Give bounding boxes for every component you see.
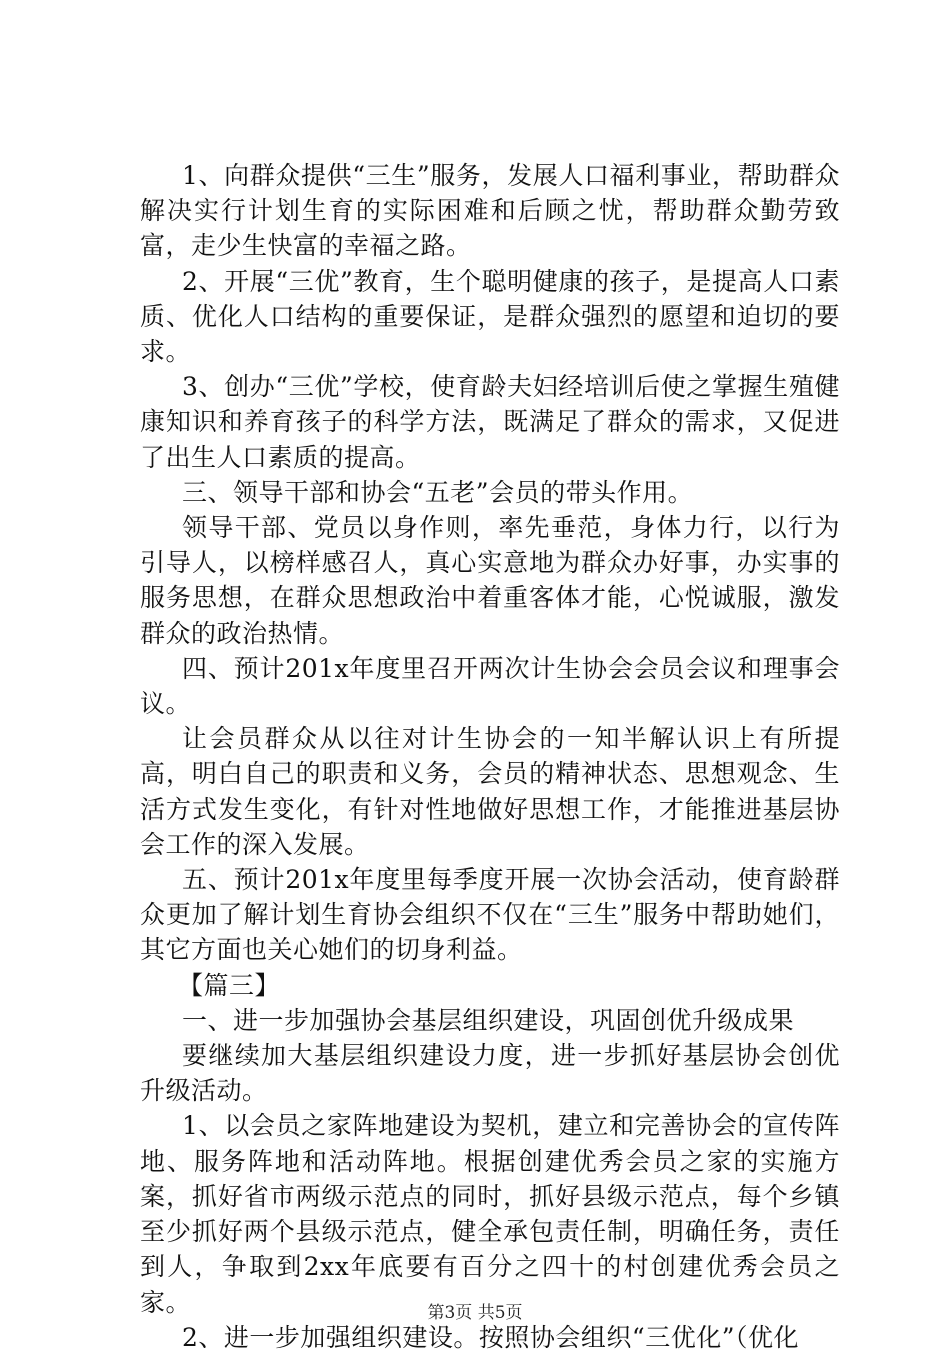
paragraph-2: 2、开展“三优”教育，生个聪明健康的孩子，是提高人口素质、优化人口结构的重要保证，是群众强烈的愿望和迫切的要求。 xyxy=(140,266,840,367)
paragraph-3: 3、创办“三优”学校，使育龄夫妇经培训后使之掌握生殖健康知识和养育孩子的科学方法，既满足了群众的需求，又促进了出生人口素质的提高。 xyxy=(140,372,840,472)
page-footer: 第3页 共5页 xyxy=(427,1303,523,1323)
part-heading: 【篇三】 xyxy=(178,970,281,1000)
section-heading-5: 五、预计201x年度里每季度开展一次协会活动，使育龄群众更加了解计划生育协会组织不仅在“三生”服务中帮助她们，其它方面也关心她们的切身利益。 xyxy=(140,865,840,965)
paragraph-4: 领导干部、党员以身作则，率先垂范，身体力行，以行为引导人，以榜样感召人，真心实意地为群众办好事，办实事的服务思想，在群众思想政治中着重客体才能，心悦诚服，激发群众的政治热情。 xyxy=(140,513,840,648)
section-heading-3: 三、领导干部和协会“五老”会员的带头作用。 xyxy=(182,477,694,507)
section-heading-1: 一、进一步加强协会基层组织建设，巩固创优升级成果 xyxy=(182,1005,795,1035)
paragraph-5: 让会员群众从以往对计生协会的一知半解认识上有所提高，明白自己的职责和义务，会员的精神状态、思想观念、生活方式发生变化，有针对性地做好思想工作，才能推进基层协会工作的深入发展。 xyxy=(140,724,840,859)
document-body xyxy=(140,158,840,1355)
paragraph-8: 2、进一步加强组织建设。按照协会组织“三优化”（优化 xyxy=(182,1322,799,1352)
paragraph-7: 1、以会员之家阵地建设为契机，建立和完善协会的宣传阵地、服务阵地和活动阵地。根据创建优秀会员之家的实施方案，抓好省市两级示范点的同时，抓好县级示范点，每个乡镇至少抓好两个县级示范点，健全承包责任制，明确任务，责任到人，争取到2xx年底要有百分之四十的村创建优秀会员之家。 xyxy=(140,1111,840,1317)
paragraph-1: 1、向群众提供“三生”服务，发展人口福利事业，帮助群众解决实行计划生育的实际困难和后顾之忧，帮助群众勤劳致富，走少生快富的幸福之路。 xyxy=(140,161,840,261)
paragraph-6: 要继续加大基层组织建设力度，进一步抓好基层协会创优升级活动。 xyxy=(140,1041,840,1106)
section-heading-4: 四、预计201x年度里召开两次计生协会会员会议和理事会议。 xyxy=(140,653,840,719)
